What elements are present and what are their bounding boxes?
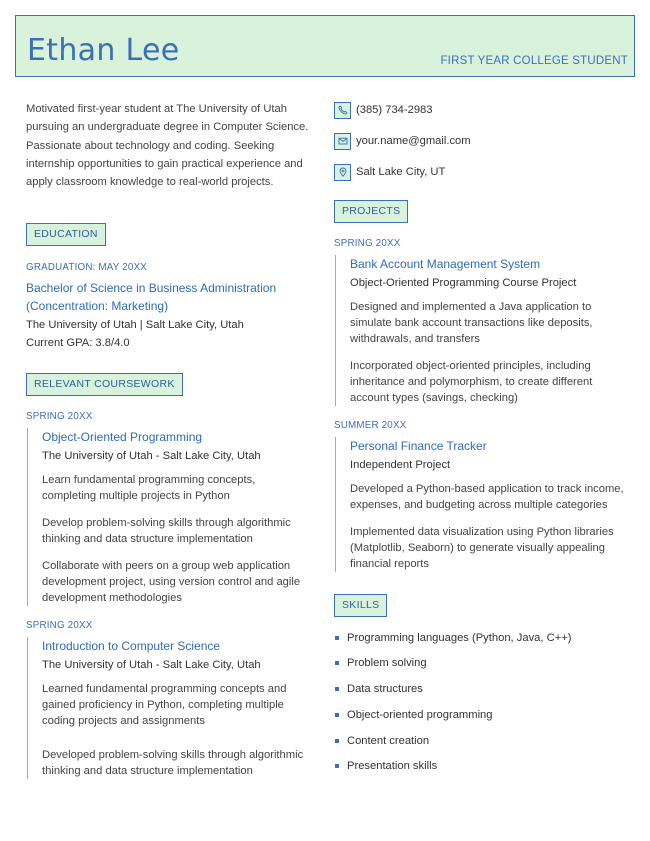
project-name: Bank Account Management System <box>350 257 541 271</box>
phone-text: (385) 734-2983 <box>356 104 433 116</box>
contact-location <box>334 162 634 182</box>
course-name: Introduction to Computer Science <box>42 639 221 654</box>
skill-text: Data structures <box>347 683 423 696</box>
skill-text: Content creation <box>347 734 430 747</box>
project-date: SPRING 20XX <box>334 238 401 249</box>
projects-section-title: PROJECTS <box>334 200 408 223</box>
candidate-name: Ethan Lee <box>27 33 180 68</box>
bullet-icon <box>335 713 339 717</box>
skill-text: Programming languages (Python, Java, C++) <box>347 631 572 644</box>
project-entry <box>335 255 634 406</box>
profile-summary: Motivated first-year student at The University of Utah pursuing an undergraduate degree in Computer Science. Passionate about technology and coding. Seeking internship opportunities to gain practical experience and apply classroom knowledge to real-world projects. <box>26 103 309 189</box>
bullet-icon <box>335 661 339 665</box>
project-point: Incorporated object-oriented principles, including inheritance and polymorphism, to create different account types (savings, checking) <box>350 360 593 404</box>
course-school: The University of Utah - Salt Lake City, Utah <box>42 450 261 463</box>
course-date: SPRING 20XX <box>26 411 93 423</box>
skill-item <box>334 706 634 723</box>
bullet-icon <box>335 687 339 691</box>
resume-header <box>15 15 635 77</box>
project-name: Personal Finance Tracker <box>350 439 487 453</box>
course-date: SPRING 20XX <box>26 620 93 632</box>
course-point: Learned fundamental programming concepts and gained proficiency in Python, completing multiple coding projects and assignments <box>42 683 287 728</box>
degree-title: Bachelor of Science in Business Administration (Concentration: Marketing) <box>26 281 277 314</box>
course-entry <box>27 637 311 779</box>
phone-icon <box>334 102 351 119</box>
skill-text: Problem solving <box>347 657 427 670</box>
skill-item <box>334 758 634 775</box>
skill-item <box>334 655 634 672</box>
contact-phone <box>334 100 634 120</box>
skills-list <box>334 629 634 775</box>
email-text[interactable]: your.name@gmail.com <box>356 135 471 147</box>
education-section-title: EDUCATION <box>26 223 106 246</box>
course-school: The University of Utah - Salt Lake City, Utah <box>42 659 261 672</box>
bullet-icon <box>335 764 339 768</box>
bullet-icon <box>335 636 339 640</box>
coursework-section-title: RELEVANT COURSEWORK <box>26 373 183 396</box>
education-school: The University of Utah | Salt Lake City, Utah <box>26 319 244 332</box>
education-date: GRADUATION: MAY 20XX <box>26 262 148 274</box>
project-point: Designed and implemented a Java application to simulate bank account transactions like deposits, withdrawals, and transfers <box>350 301 593 345</box>
location-text: Salt Lake City, UT <box>356 166 446 178</box>
skill-item <box>334 681 634 698</box>
course-point: Collaborate with peers on a group web application development project, using version control and agile development methodologies <box>42 560 301 605</box>
education-gpa: Current GPA: 3.8/4.0 <box>26 337 130 350</box>
email-icon <box>334 133 351 150</box>
skill-item <box>334 629 634 646</box>
course-point: Develop problem-solving skills through algorithmic thinking and data structure implementation <box>42 517 291 546</box>
skill-item <box>334 732 634 749</box>
project-context: Object-Oriented Programming Course Project <box>350 277 577 289</box>
project-date: SUMMER 20XX <box>334 420 407 431</box>
project-point: Developed a Python-based application to track income, expenses, and budgeting across multiple categories <box>350 483 624 511</box>
skill-text: Object-oriented programming <box>347 708 493 721</box>
course-entry <box>27 428 311 606</box>
bullet-icon <box>335 739 339 743</box>
skill-text: Presentation skills <box>347 760 438 773</box>
project-context: Independent Project <box>350 459 451 471</box>
course-point: Developed problem-solving skills through algorithmic thinking and data structure implementation <box>42 749 304 778</box>
skills-section-title: SKILLS <box>334 594 387 617</box>
right-column <box>334 100 634 784</box>
contact-email <box>334 131 634 151</box>
course-name: Object-Oriented Programming <box>42 430 203 445</box>
course-point: Learn fundamental programming concepts, completing multiple projects in Python <box>42 474 256 503</box>
left-column <box>26 100 311 779</box>
candidate-role: FIRST YEAR COLLEGE STUDENT <box>440 55 628 67</box>
location-pin-icon <box>334 164 351 181</box>
project-entry <box>335 437 634 572</box>
project-point: Implemented data visualization using Python libraries (Matplotlib, Seaborn) to generate visually appealing financial reports <box>350 526 614 570</box>
